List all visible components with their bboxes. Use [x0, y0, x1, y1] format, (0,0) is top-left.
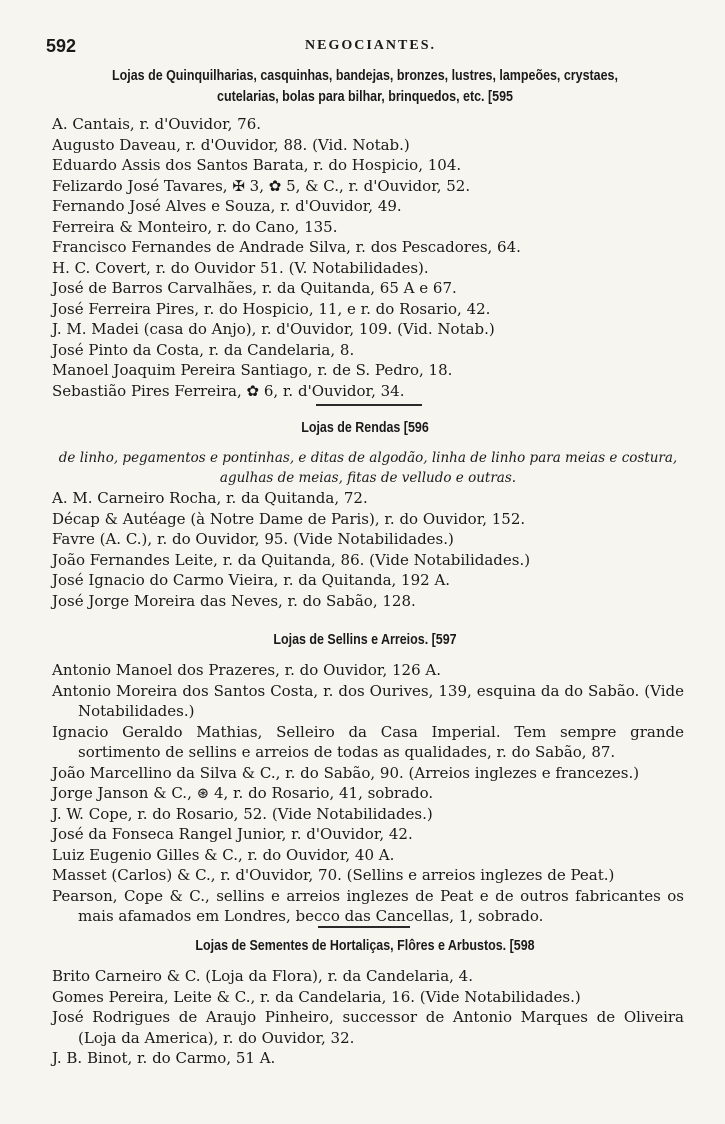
list-item: Francisco Fernandes de Andrade Silva, r. dos Pescadores, 64. [52, 238, 521, 256]
list-item: João Marcellino da Silva & C., r. do Sabão, 90. (Arreios inglezes e francezes.) [52, 763, 640, 782]
section-heading-line-1: Lojas de Quinquilharias, casquinhas, bandejas, bronzes, lustres, lampeões, crystaes, [112, 68, 618, 84]
list-item: Décap & Autéage (à Notre Dame de Paris), r. do Ouvidor, 152. [52, 509, 526, 528]
list-item: Manoel Joaquim Pereira Santiago, r. de S. Pedro, 18. [52, 361, 453, 379]
running-head [46, 36, 695, 58]
section-number: [598 [509, 938, 535, 954]
running-title: NEGOCIANTES. [305, 38, 436, 53]
section-heading-title: Lojas de Rendas [301, 420, 401, 436]
list-item: Fernando José Alves e Souza, r. d'Ouvidor, 49. [52, 197, 402, 215]
list-item: Eduardo Assis dos Santos Barata, r. do Hospicio, 104. [52, 156, 462, 174]
list-item: A. M. Carneiro Rocha, r. da Quitanda, 72. [52, 489, 368, 507]
list-item: Gomes Pereira, Leite & C., r. da Candelaria, 16. (Vide Notabilidades.) [52, 987, 581, 1006]
list-item: Sebastião Pires Ferreira, ✿ 6, r. d'Ouvidor, 34. [52, 381, 405, 400]
section-divider [316, 404, 422, 406]
list-item: Antonio Manoel dos Prazeres, r. do Ouvidor, 126 A. [52, 661, 441, 679]
section-heading-595 [91, 66, 640, 108]
list-item: J. W. Cope, r. do Rosario, 52. (Vide Notabilidades.) [52, 804, 433, 823]
list-item: Favre (A. C.), r. do Ouvidor, 95. (Vide Notabilidades.) [52, 530, 454, 548]
section-heading-598 [91, 936, 640, 957]
list-item: Masset (Carlos) & C., r. d'Ouvidor, 70. (Sellins e arreios inglezes de Peat.) [52, 866, 615, 884]
section-number: [595 [487, 89, 513, 105]
list-item: José da Fonseca Rangel Junior, r. d'Ouvidor, 42. [52, 825, 413, 843]
list-item: J. M. Madei (casa do Anjo), r. d'Ouvidor, 109. (Vid. Notab.) [52, 320, 495, 338]
section-number: [596 [403, 420, 429, 436]
list-item: José de Barros Carvalhães, r. da Quitanda, 65 A e 67. [52, 279, 457, 297]
list-item: Jorge Janson & C., ⊛ 4, r. do Rosario, 41, sobrado. [52, 784, 434, 802]
section-heading-title: Lojas de Sementes de Hortaliças, Flôres e Arbustos. [195, 938, 507, 954]
list-item: José Ignacio do Carmo Vieira, r. da Quitanda, 192 A. [52, 571, 451, 589]
list-item: João Fernandes Leite, r. da Quitanda, 86. (Vide Notabilidades.) [52, 550, 531, 569]
list-item: Luiz Eugenio Gilles & C., r. do Ouvidor, 40 A. [52, 845, 395, 864]
list-item: Brito Carneiro & C. (Loja da Flora), r. da Candelaria, 4. [52, 967, 473, 985]
list-item: Pearson, Cope & C., sellins e arreios inglezes de Peat e de outros fabricantes os mais afamados em Londres, becco das Cancellas, 1, sobrado. [52, 886, 684, 925]
list-item: J. B. Binot, r. do Carmo, 51 A. [52, 1049, 276, 1067]
section-description: de linho, pegamentos e pontinhas, e ditas de algodão, linha de linho para meias e costura, agulhas de meias, fitas de velludo e outras. [58, 450, 678, 486]
list-item: Antonio Moreira dos Santos Costa, r. dos Ourives, 139, esquina da do Sabão. (Vide Notabilidades.) [52, 681, 684, 720]
section-number: [597 [431, 632, 457, 648]
list-item: Ignacio Geraldo Mathias, Selleiro da Casa Imperial. Tem sempre grande sortimento de sellins e arreios de todas as qualidades, r. do Sabão, 87. [52, 722, 684, 761]
page-number: 592 [46, 36, 77, 56]
list-item: José Pinto da Costa, r. da Candelaria, 8. [52, 340, 355, 359]
list-item: José Rodrigues de Araujo Pinheiro, successor de Antonio Marques de Oliveira (Loja da America), r. do Ouvidor, 32. [52, 1008, 684, 1047]
entry-list-595 [52, 114, 684, 401]
section-heading-596 [91, 418, 640, 439]
entry-list-596 [52, 488, 684, 611]
list-item: José Jorge Moreira das Neves, r. do Sabão, 128. [52, 591, 416, 610]
list-item: Augusto Daveau, r. d'Ouvidor, 88. (Vid. Notab.) [52, 135, 410, 154]
section-heading-597 [91, 630, 640, 651]
list-item: José Ferreira Pires, r. do Hospicio, 11, e r. do Rosario, 42. [52, 299, 491, 318]
list-item: Felizardo José Tavares, ✠ 3, ✿ 5, & C., r. d'Ouvidor, 52. [52, 176, 471, 195]
entry-list-597 [52, 660, 684, 927]
section-divider [318, 926, 410, 928]
list-item: H. C. Covert, r. do Ouvidor 51. (V. Notabilidades). [52, 258, 429, 277]
list-item: Ferreira & Monteiro, r. do Cano, 135. [52, 217, 338, 236]
section-heading-title: Lojas de Sellins e Arreios. [273, 632, 429, 648]
section-heading-line-2: cutelarias, bolas para bilhar, brinquedos, etc. [217, 89, 485, 105]
list-item: A. Cantais, r. d'Ouvidor, 76. [52, 115, 262, 133]
entry-list-598 [52, 966, 684, 1069]
